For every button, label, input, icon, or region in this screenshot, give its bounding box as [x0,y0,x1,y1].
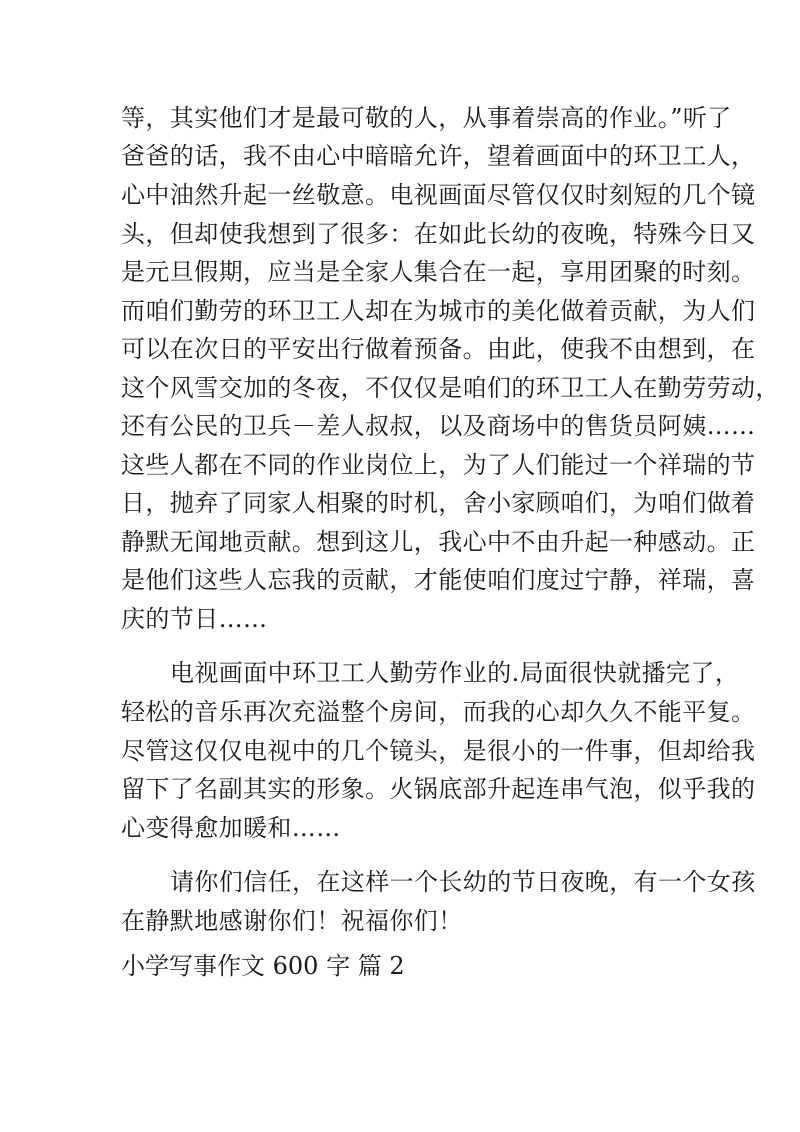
text-line: 是他们这些人忘我的贡献，才能使咱们度过宁静，祥瑞，喜 [121,566,756,594]
text-line: 爸爸的话，我不由心中暗暗允许，望着画面中的环卫工人， [121,142,756,170]
text-line: 留下了名副其实的形象。火锅底部升起连串气泡，似乎我的 [121,775,756,803]
text-line: 这些人都在不同的作业岗位上，为了人们能过一个祥瑞的节 [121,451,756,479]
section-heading: 小学写事作文 600 字 篇 2 [121,952,405,980]
text-line: 心变得愈加暖和…… [121,814,341,842]
text-line: 头，但却使我想到了很多：在如此长幼的夜晚，特殊今日又 [121,220,756,248]
text-line: 静默无闻地贡献。想到这儿，我心中不由升起一种感动。正 [121,528,756,556]
text-line: 而咱们勤劳的环卫工人却在为城市的美化做着贡献，为人们 [121,297,756,325]
text-line: 日，抛弃了同家人相聚的时机，舍小家顾咱们，为咱们做着 [121,489,756,517]
text-line: 请你们信任，在这样一个长幼的节日夜晚，有一个女孩 [170,868,756,896]
text-line: 可以在次日的平安出行做着预备。由此，使我不由想到，在 [121,335,756,363]
text-line: 这个风雪交加的冬夜，不仅仅是咱们的环卫工人在勤劳劳动， [121,374,780,402]
text-line: 还有公民的卫兵－差人叔叔，以及商场中的售货员阿姨…… [121,412,756,440]
text-line: 电视画面中环卫工人勤劳作业的.局面很快就播完了， [170,659,740,687]
text-line: 庆的节日…… [121,605,268,633]
text-line: 尽管这仅仅电视中的几个镜头，是很小的一件事，但却给我 [121,737,756,765]
text-line: 是元旦假期，应当是全家人集合在一起，享用团聚的时刻。 [121,258,756,286]
text-line: 心中油然升起一丝敬意。电视画面尽管仅仅时刻短的几个镜 [121,181,756,209]
text-line: 等，其实他们才是最可敬的人，从事着崇高的作业。”听了 [121,104,732,132]
text-line: 轻松的音乐再次充溢整个房间，而我的心却久久不能平复。 [121,698,756,726]
text-line: 在静默地感谢你们！祝福你们！ [121,907,463,935]
